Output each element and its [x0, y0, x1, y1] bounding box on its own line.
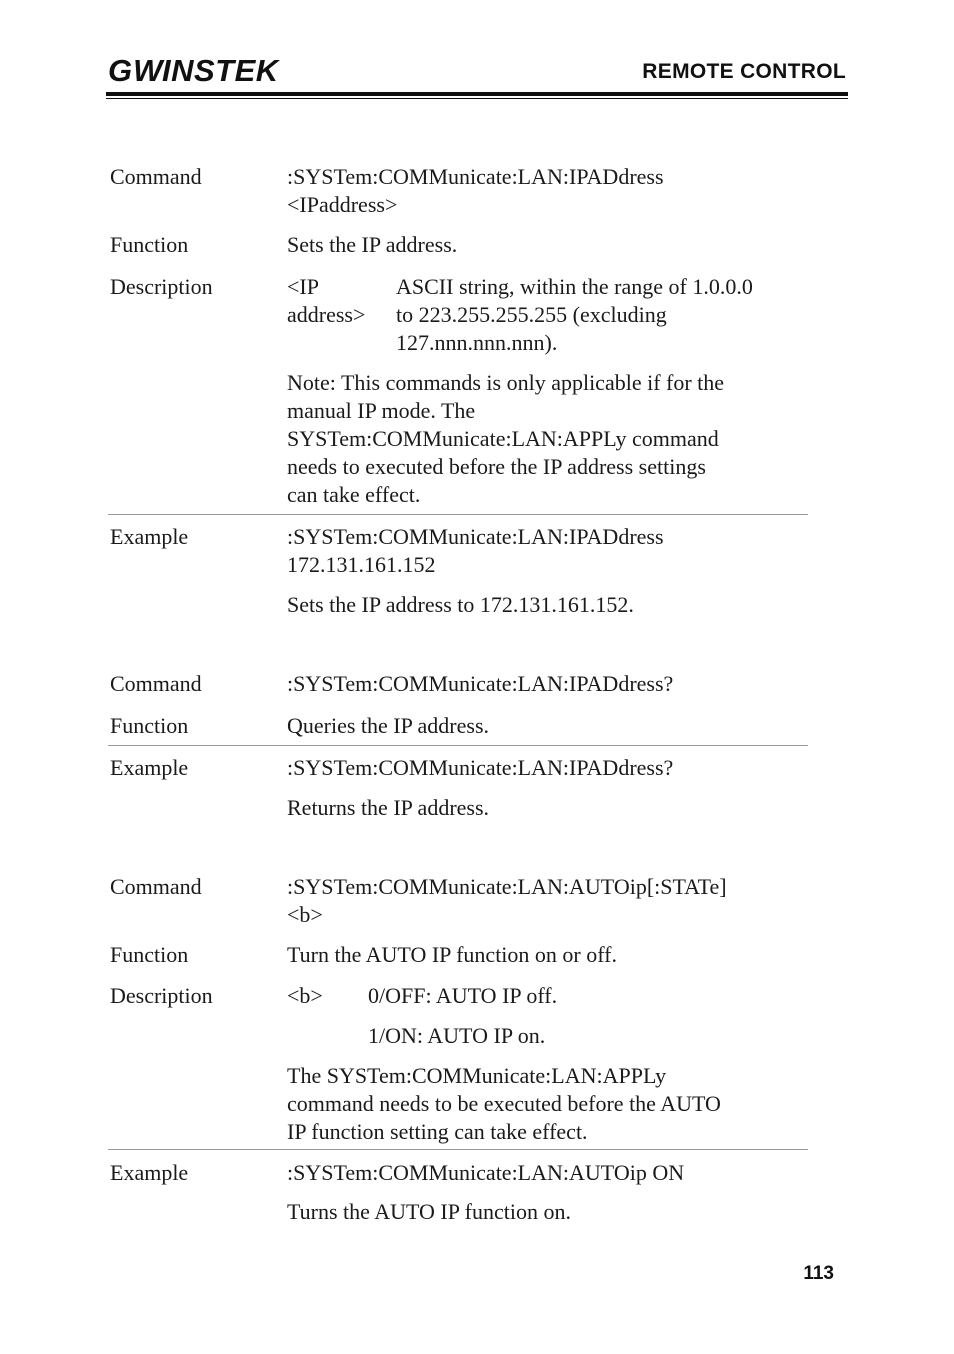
svg-text:GW: GW	[108, 54, 164, 86]
gw-instek-logo	[108, 54, 280, 86]
cmd3-function-label: Function	[110, 942, 189, 967]
cmd2-command-line1: :SYSTem:COMMunicate:LAN:IPADdress?	[287, 671, 674, 696]
cmd3-command-line2: <b>	[287, 902, 323, 927]
cmd3-separator	[108, 1149, 808, 1150]
cmd1-example-result: Sets the IP address to 172.131.161.152.	[287, 592, 634, 617]
cmd1-param-name-line1: <IP	[287, 274, 319, 299]
cmd1-param-desc-line2: to 223.255.255.255 (excluding	[396, 302, 667, 327]
cmd2-separator	[108, 745, 808, 746]
cmd3-example-result: Turns the AUTO IP function on.	[287, 1199, 571, 1224]
cmd1-command-label: Command	[110, 164, 202, 189]
cmd1-separator	[108, 514, 808, 515]
cmd3-param-opt1: 0/OFF: AUTO IP off.	[368, 983, 558, 1008]
header-rule	[106, 92, 848, 96]
cmd1-function-text: Sets the IP address.	[287, 232, 458, 257]
cmd1-note-line1: Note: This commands is only applicable if for the	[287, 370, 725, 395]
cmd3-note-line2: command needs to be executed before the AUTO	[287, 1091, 721, 1116]
cmd1-note-line5: can take effect.	[287, 482, 421, 507]
cmd3-note-line3: IP function setting can take effect.	[287, 1119, 588, 1144]
cmd1-param-name-line2: address>	[287, 302, 366, 327]
cmd3-example-label: Example	[110, 1160, 189, 1185]
cmd1-command-line2: <IPaddress>	[287, 192, 398, 217]
cmd2-example-line1: :SYSTem:COMMunicate:LAN:IPADdress?	[287, 755, 674, 780]
cmd1-example-line2: 172.131.161.152	[287, 552, 436, 577]
cmd2-function-text: Queries the IP address.	[287, 713, 490, 738]
cmd2-command-label: Command	[110, 671, 202, 696]
cmd1-example-label: Example	[110, 524, 189, 549]
cmd1-function-label: Function	[110, 232, 189, 257]
cmd1-note-line3: SYSTem:COMMunicate:LAN:APPLy command	[287, 426, 719, 451]
page-number: 113	[803, 1263, 834, 1284]
cmd3-param-name: <b>	[287, 983, 323, 1008]
header-rule-thin	[106, 98, 848, 99]
cmd3-param-opt2: 1/ON: AUTO IP on.	[368, 1023, 546, 1048]
cmd2-example-label: Example	[110, 755, 189, 780]
cmd3-function-text: Turn the AUTO IP function on or off.	[287, 942, 617, 967]
cmd3-command-label: Command	[110, 874, 202, 899]
cmd1-example-line1: :SYSTem:COMMunicate:LAN:IPADdress	[287, 524, 664, 549]
cmd2-example-result: Returns the IP address.	[287, 795, 490, 820]
cmd3-note-line1: The SYSTem:COMMunicate:LAN:APPLy	[287, 1063, 667, 1088]
cmd1-param-desc-line1: ASCII string, within the range of 1.0.0.0	[396, 274, 753, 299]
cmd1-description-label: Description	[110, 274, 213, 299]
cmd2-function-label: Function	[110, 713, 189, 738]
cmd3-command-line1: :SYSTem:COMMunicate:LAN:AUTOip[:STATe]	[287, 874, 727, 899]
cmd1-note-line4: needs to executed before the IP address settings	[287, 454, 706, 479]
section-title: REMOTE CONTROL	[642, 60, 846, 83]
cmd3-description-label: Description	[110, 983, 213, 1008]
cmd1-param-desc-line3: 127.nnn.nnn.nnn).	[396, 330, 558, 355]
cmd3-example-line1: :SYSTem:COMMunicate:LAN:AUTOip ON	[287, 1160, 685, 1185]
cmd1-command-line1: :SYSTem:COMMunicate:LAN:IPADdress	[287, 164, 664, 189]
svg-text:INSTEK: INSTEK	[162, 54, 279, 86]
cmd1-note-line2: manual IP mode. The	[287, 398, 476, 423]
